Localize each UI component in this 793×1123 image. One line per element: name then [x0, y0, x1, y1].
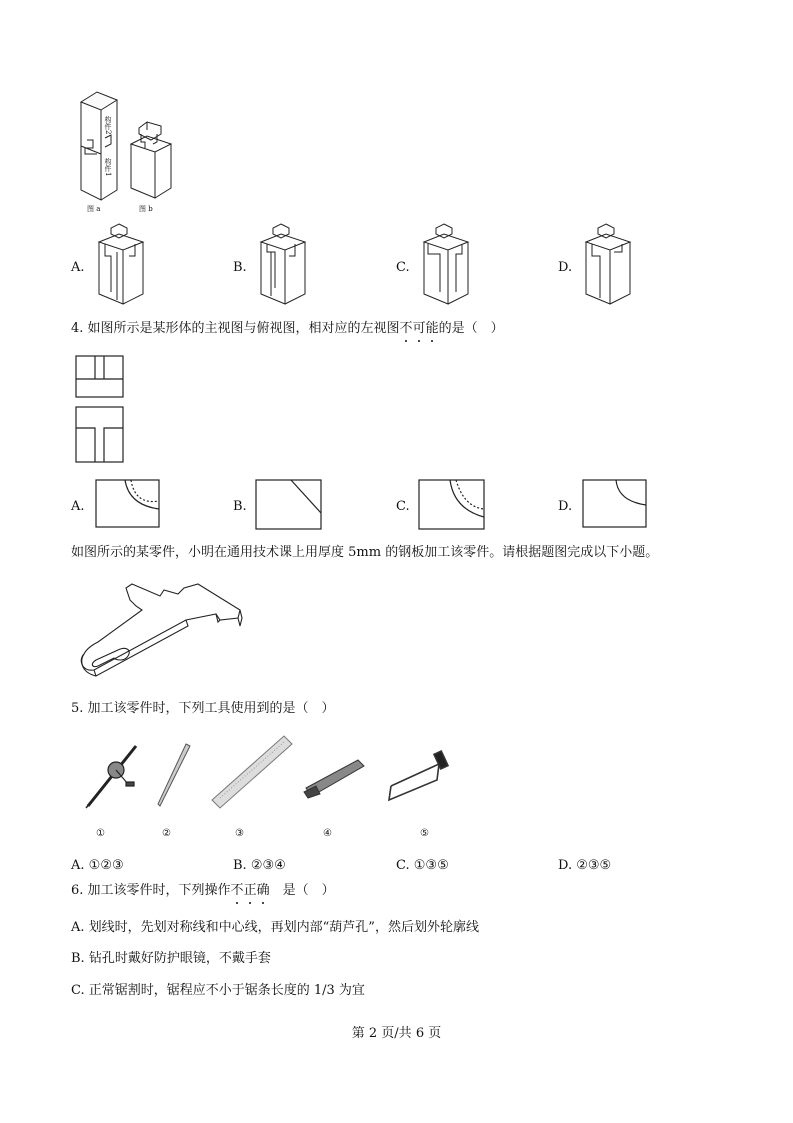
option-letter: B.: [233, 499, 247, 514]
hand-drill-icon: [78, 740, 144, 810]
q4-emph-3: 能: [425, 321, 439, 336]
file-icon: [302, 752, 368, 800]
option-letter: A.: [71, 858, 85, 873]
q6-stem-suffix: 是（ ）: [269, 883, 335, 898]
hacksaw-icon: [385, 746, 457, 806]
q6-emph-1: 不: [230, 883, 244, 898]
q3-option-c[interactable]: [396, 222, 486, 308]
q3-option-a[interactable]: [71, 222, 161, 308]
q4-option-b[interactable]: [233, 479, 333, 531]
scriber-icon: [154, 742, 194, 808]
tool-label-4: ④: [323, 828, 332, 839]
q3-option-d[interactable]: [558, 222, 648, 308]
q3-option-a-figure: [95, 222, 151, 306]
part-figure: [74, 580, 244, 680]
q6-stem: [71, 883, 335, 899]
q4-stem: [71, 321, 504, 337]
q5-option-c[interactable]: [396, 858, 449, 874]
q4-option-a[interactable]: [71, 479, 171, 531]
q4-front-view: [75, 355, 125, 399]
steel-ruler-icon: [210, 734, 294, 810]
option-letter: D.: [558, 260, 573, 275]
q4-top-view: [75, 406, 125, 464]
q4-emph-1: 不: [399, 321, 413, 336]
option-letter: A.: [71, 260, 85, 275]
option-letter: C.: [396, 260, 410, 275]
q3-option-c-figure: [420, 222, 476, 306]
q4-option-d[interactable]: [558, 479, 658, 531]
option-letter: D.: [558, 499, 573, 514]
option-text: ①③⑤: [413, 858, 449, 873]
option-letter: C.: [396, 499, 410, 514]
q4-option-c-figure: [418, 479, 486, 531]
option-text: ②③⑤: [576, 858, 612, 873]
figure-top-assembly: [75, 88, 185, 213]
part-intro: 如图所示的某零件，小明在通用技术课上用厚度 5mm 的钢板加工该零件。请根据题图完成以下小题。: [71, 545, 659, 560]
tool-label-1: ①: [96, 828, 105, 839]
q6-option-c[interactable]: C. 正常锯割时，锯程应不小于锯条长度的 1/3 为宜: [71, 983, 365, 998]
q6-stem-prefix: 6. 加工该零件时，下列操作: [71, 883, 231, 898]
q4-emph-2: 可: [412, 321, 426, 336]
page-footer: 第 2 页/共 6 页: [351, 1026, 442, 1041]
tool-label-5: ⑤: [420, 828, 429, 839]
q4-option-c[interactable]: [396, 479, 496, 531]
q5-stem: 5. 加工该零件时，下列工具使用到的是（ ）: [71, 701, 335, 716]
q6-option-b[interactable]: B. 钻孔时戴好防护眼镜，不戴手套: [71, 951, 271, 966]
caption-figure-a: 图 a: [87, 205, 101, 213]
q6-emph-3: 确: [256, 883, 270, 898]
q4-option-d-figure: [582, 479, 648, 529]
tool-label-3: ③: [235, 828, 244, 839]
q3-option-b-figure: [257, 222, 313, 306]
q5-option-d[interactable]: [558, 858, 611, 874]
option-letter: B.: [233, 260, 247, 275]
option-text: ②③④: [250, 858, 286, 873]
q6-emph-2: 正: [243, 883, 257, 898]
q3-option-b[interactable]: [233, 222, 323, 308]
option-text: ①②③: [88, 858, 124, 873]
q5-option-a[interactable]: [71, 858, 124, 874]
q4-stem-suffix: 的是（ ）: [438, 321, 504, 336]
option-letter: B.: [233, 858, 247, 873]
component-2-label: 构件2: [104, 116, 112, 135]
q4-option-b-figure: [255, 479, 323, 531]
tool-label-2: ②: [162, 828, 171, 839]
caption-figure-b: 图 b: [139, 205, 153, 213]
q3-option-d-figure: [582, 222, 638, 306]
q4-stem-prefix: 4. 如图所示是某形体的主视图与俯视图，相对应的左视图: [71, 321, 400, 336]
component-1-label: 构件1: [104, 158, 112, 177]
q4-option-a-figure: [95, 479, 161, 529]
q5-option-b[interactable]: [233, 858, 286, 874]
option-letter: C.: [396, 858, 410, 873]
option-letter: A.: [71, 499, 85, 514]
option-letter: D.: [558, 858, 573, 873]
q6-option-a[interactable]: A. 划线时，先划对称线和中心线，再划内部“葫芦孔”，然后划外轮廓线: [71, 920, 479, 935]
